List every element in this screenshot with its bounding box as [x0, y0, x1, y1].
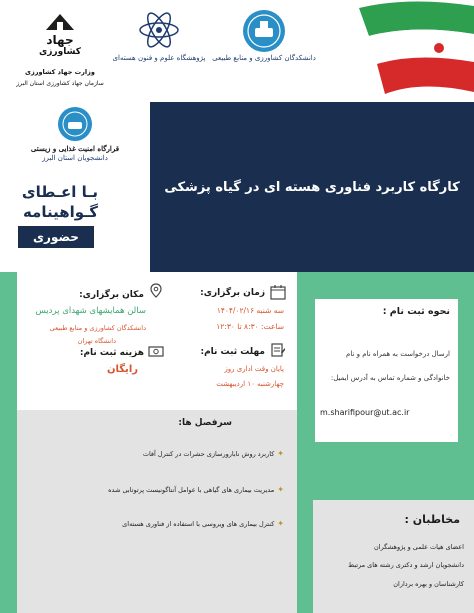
jahad-wordmark: جهاد — [46, 33, 74, 47]
in-person-badge: حضوری — [18, 226, 94, 248]
money-icon — [148, 343, 164, 359]
place-title: مکان برگزاری: — [79, 290, 144, 300]
bullet-icon: ✦ — [277, 449, 284, 458]
nuclear-caption: پژوهشگاه علوم و فنون هسته‌ای — [112, 54, 206, 62]
university-seal-icon — [241, 8, 287, 54]
time-hours: ساعت: ۸:۳۰ تا ۱۲:۳۰ — [216, 322, 284, 331]
bullet-icon: ✦ — [277, 485, 284, 494]
promo-line-2: گـواهینامه — [22, 203, 98, 221]
audience-title: مخاطبان : — [404, 513, 460, 526]
food-security-caption: قرارگاه امنیت غذایی و زیستی — [30, 144, 120, 153]
audience-item: دانشجویان ارشد و دکتری رشته های مرتبط — [348, 561, 464, 569]
audience-item: کارشناسان و بهره برداران — [393, 580, 464, 588]
university-logo — [212, 8, 316, 62]
topic-text: کنترل بیماری های ویروسی با استفاده از فناوری هسته‌ای — [122, 519, 275, 528]
deadline-line-1: پایان وقت اداری روز — [224, 365, 284, 373]
registration-line-2: خانوادگی و شماره تماس به آدرس ایمیل: — [330, 374, 450, 382]
iran-flag-icon — [299, 0, 474, 102]
registration-panel — [313, 297, 460, 444]
jahad-caption: وزارت جهاد کشاورزی — [25, 68, 95, 76]
registration-form-icon — [270, 342, 286, 358]
topic-item — [108, 485, 284, 494]
food-security-seal-icon — [57, 106, 93, 142]
nuclear-institute-logo — [112, 10, 206, 62]
topic-text: کاربرد روش نابارورسازی حشرات در کنترل آفات — [142, 449, 275, 458]
certificate-promo — [18, 182, 98, 222]
jahad-wordmark-2: کشاورزی — [39, 47, 81, 57]
jahad-subcaption: سازمان جهاد کشاورزی استان البرز — [16, 80, 104, 87]
workshop-title: کارگاه کاربرد فناوری هسته ای در گیاه پزشکی — [164, 179, 460, 195]
food-security-logo — [20, 106, 130, 162]
bullet-icon: ✦ — [277, 519, 284, 528]
topics-panel — [17, 410, 297, 613]
topic-item — [143, 449, 284, 458]
topics-title: سرفصل ها: — [178, 418, 232, 428]
jahad-logo — [10, 10, 110, 87]
deadline-line-2: چهارشنبه ۱۰ اردیبهشت — [216, 380, 284, 388]
time-title: زمان برگزاری: — [200, 288, 265, 298]
title-banner — [150, 102, 474, 272]
fee-value: رایگان — [106, 364, 138, 375]
calendar-icon — [270, 284, 286, 300]
audience-item: اعضای هیات علمی و پژوهشگران — [373, 543, 464, 551]
food-security-subcaption: دانشجویان استان البرز — [42, 154, 108, 162]
topic-text: مدیریت بیماری های گیاهی با عوامل آنتاگونیست پرتوتابی شده — [108, 485, 275, 494]
jahad-emblem-icon — [40, 10, 80, 34]
place-faculty: دانشکدگان کشاورزی و منابع طبیعی — [49, 324, 146, 332]
fee-title: هزینه ثبت نام: — [79, 348, 144, 358]
atom-icon — [137, 10, 181, 50]
topic-item — [122, 519, 284, 528]
deadline-title: مهلت ثبت نام: — [200, 347, 265, 357]
university-caption: دانشکدگان کشاورزی و منابع طبیعی — [212, 54, 316, 62]
place-hall: سالن همایشهای شهدای پردیس — [35, 306, 146, 316]
registration-title: نحوه ثبت نام : — [382, 306, 450, 317]
place-university: دانشگاه تهران — [77, 337, 116, 345]
registration-line-1: ارسال درخواست به همراه نام و نام — [345, 350, 450, 358]
registration-email[interactable]: m.sharifipour@ut.ac.ir — [320, 408, 410, 417]
time-date: سه شنبه ۱۴۰۴/۰۲/۱۶ — [216, 306, 284, 315]
location-pin-icon — [148, 283, 164, 299]
promo-line-1: بـا اعـطای — [21, 183, 98, 201]
